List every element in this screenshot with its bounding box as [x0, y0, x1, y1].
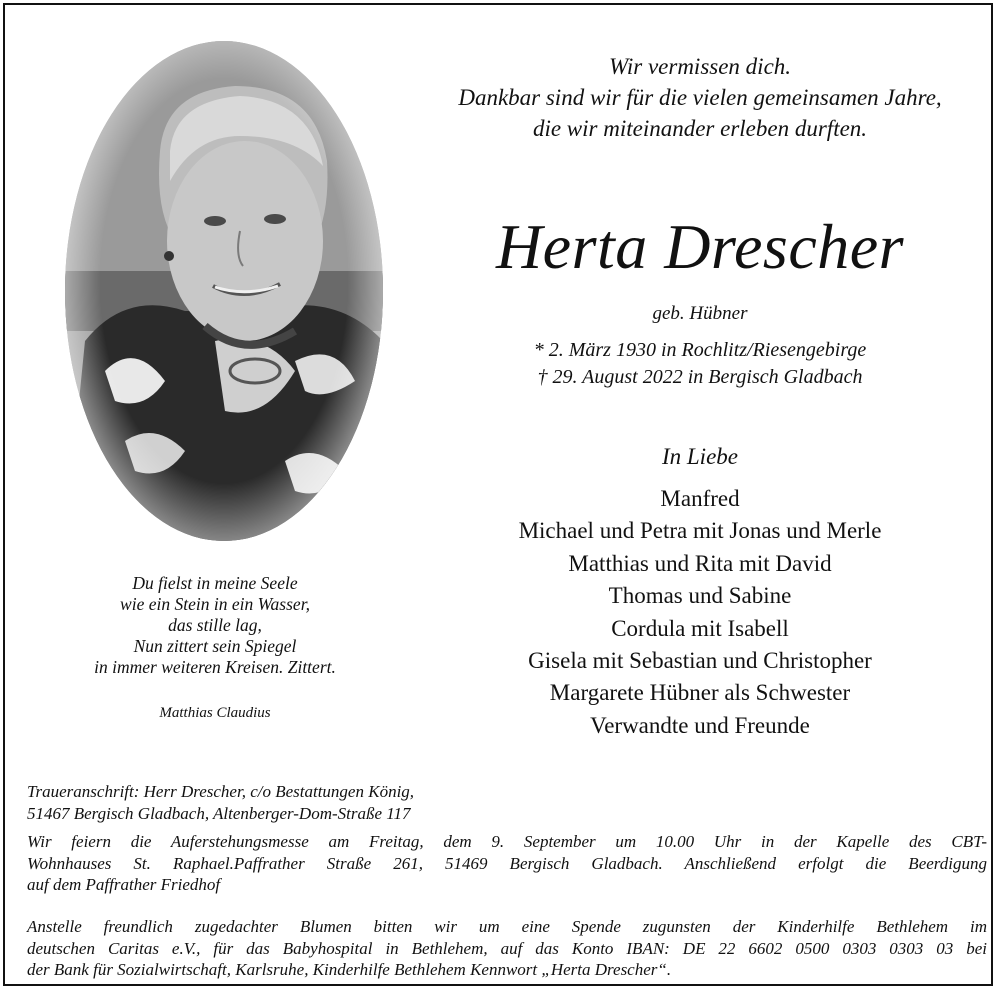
mourner-line: Gisela mit Sebastian und Christopher: [528, 648, 872, 674]
top-quote-line: die wir miteinander erleben durften.: [532, 116, 868, 141]
mourner-line: Thomas und Sabine: [608, 583, 792, 609]
mourners-list: [405, 483, 993, 742]
poem-line: wie ein Stein in ein Wasser,: [120, 594, 310, 614]
address-line: 51467 Bergisch Gladbach, Altenberger-Dom-Straße 117: [27, 803, 411, 823]
funeral-mass-info: [27, 831, 987, 896]
poem-line: Du fielst in meine Seele: [132, 573, 298, 593]
photo-vignette: [65, 41, 383, 541]
donation-line: Anstelle freundlich zugedachter Blumen bitten wir um eine Spende zugunsten der Kinderhilfe Bethlehem im: [27, 917, 987, 936]
mourner-line: Cordula mit Isabell: [611, 615, 789, 641]
mourner-line: Matthias und Rita mit David: [568, 550, 832, 576]
mourner-line: Manfred: [660, 486, 740, 511]
mourner-line: Michael und Petra mit Jonas und Merle: [518, 518, 882, 544]
life-dates: [405, 337, 993, 391]
top-quote-line: Wir vermissen dich.: [608, 54, 792, 79]
poem-line: das stille lag,: [168, 615, 262, 635]
poem-author: Matthias Claudius: [159, 705, 271, 721]
birth-date: * 2. März 1930 in Rochlitz/Riesengebirge: [533, 339, 867, 361]
top-quote: [405, 51, 993, 144]
mourner-line: Margarete Hübner als Schwester: [549, 680, 851, 706]
maiden-name: geb. Hübner: [652, 303, 748, 324]
address-line: Traueranschrift: Herr Drescher, c/o Bestattungen König,: [27, 782, 415, 801]
in-love-heading: In Liebe: [661, 444, 738, 469]
portrait-photo: [65, 41, 383, 541]
deceased-name: Herta Drescher: [495, 211, 905, 282]
donation-line: deutschen Caritas e.V., für das Babyhospital in Bethlehem, auf das Konto IBAN: DE 22 6602 0500 0303 0303 03 bei: [27, 938, 987, 958]
mass-line: Wir feiern die Auferstehungsmesse am Freitag, dem 9. September um 10.00 Uhr in der Kapelle des CBT-: [27, 832, 987, 851]
mass-line: Wohnhauses St. Raphael.Paffrather Straße 261, 51469 Bergisch Gladbach. Anschließend erfolgt die Beerdigung: [27, 853, 987, 873]
top-quote-line: Dankbar sind wir für die vielen gemeinsamen Jahre,: [458, 85, 942, 110]
mourner-line: Verwandte und Freunde: [590, 712, 810, 738]
poem-line: Nun zittert sein Spiegel: [133, 636, 297, 656]
death-date: † 29. August 2022 in Bergisch Gladbach: [537, 366, 863, 388]
mass-line: auf dem Paffrather Friedhof: [27, 875, 221, 894]
poem-line: in immer weiteren Kreisen. Zittert.: [94, 657, 336, 677]
obituary-notice: [3, 3, 993, 986]
donation-line: der Bank für Sozialwirtschaft, Karlsruhe, Kinderhilfe Bethlehem Kennwort „Herta Drescher“.: [27, 960, 672, 979]
poem: [45, 573, 385, 678]
mourning-address: [27, 781, 987, 824]
donation-request: [27, 916, 987, 981]
